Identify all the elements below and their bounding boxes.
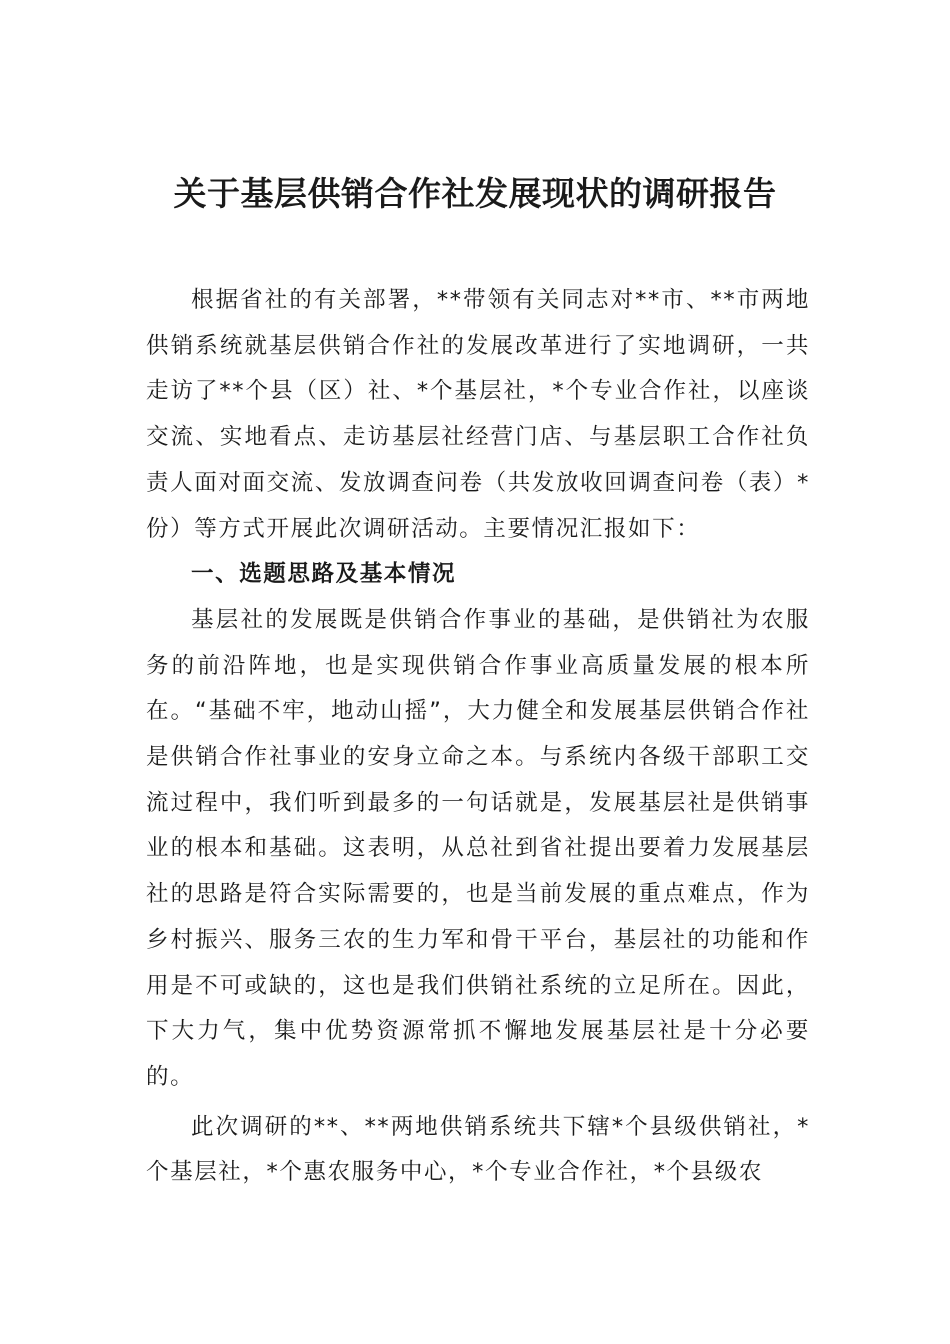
section-1-paragraph-2: 此次调研的**、**两地供销系统共下辖*个县级供销社，*个基层社，*个惠农服务中心，*个专业合作社，*个县级农 — [146, 1113, 810, 1186]
intro-paragraph: 根据省社的有关部署，**带领有关同志对**市、**市两地供销系统就基层供销合作社的发展改革进行了实地调研，一共走访了**个县（区）社、*个基层社，*个专业合作社，以座谈交流、实地看点、走访基层社经营门店、与基层职工合作社负责人面对面交流、发放调查问卷（共发放收回调查问卷（表）*份）等方式开展此次调研活动。主要情况汇报如下： — [146, 287, 810, 542]
document-title: 关于基层供销合作社发展现状的调研报告 — [173, 174, 777, 213]
section-heading-1: 一、选题思路及基本情况 — [191, 561, 457, 588]
section-1-paragraph-1: 基层社的发展既是供销合作事业的基础，是供销社为农服务的前沿阵地，也是实现供销合作事业高质量发展的根本所在。“基础不牢，地动山摇”，大力健全和发展基层供销合作社是供销合作社事业的安身立命之本。与系统内各级干部职工交流过程中，我们听到最多的一句话就是，发展基层社是供销事业的根本和基础。这表明，从总社到省社提出要着力发展基层社的思路是符合实际需要的，也是当前发展的重点难点，作为乡村振兴、服务三农的生力军和骨干平台，基层社的功能和作用是不可或缺的，这也是我们供销社系统的立足所在。因此，下大力气，集中优势资源常抓不懈地发展基层社是十分必要的。 — [146, 606, 810, 1090]
document-body — [146, 278, 810, 1196]
